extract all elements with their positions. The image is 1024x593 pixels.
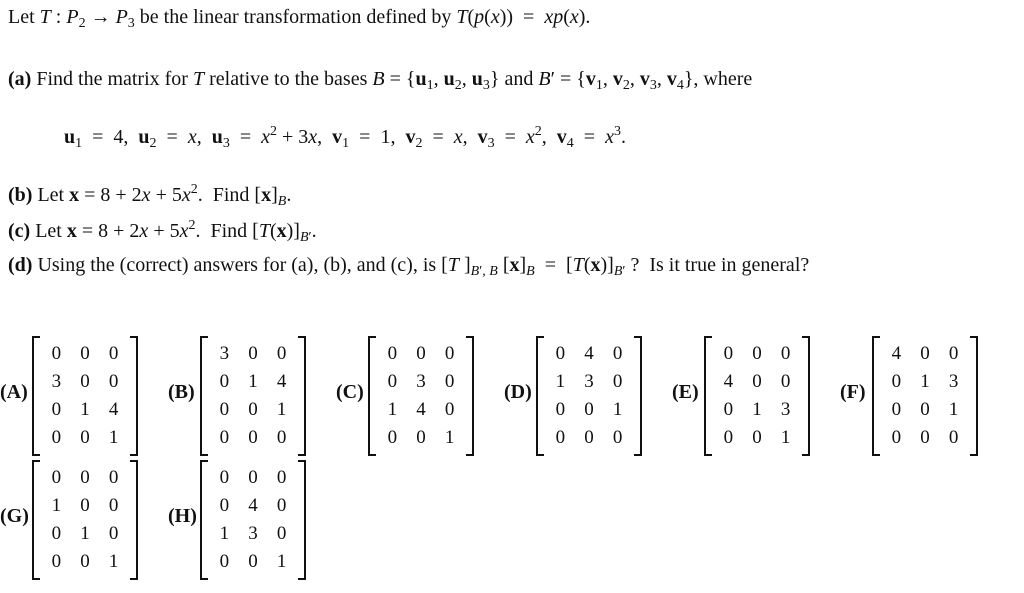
matrix-cell: 0 xyxy=(108,467,119,488)
part-d-question: (d) Using the (correct) answers for (a), (b), and (c), is [T ]$_{B', B}$ $[x]_B = [T(x)]_{B'}$ ? Is it true in general? xyxy=(8,254,810,279)
matrix-cell: 0 xyxy=(780,371,791,392)
matrix-cell: 0 xyxy=(51,427,62,448)
matrix-cell: 0 xyxy=(612,371,623,392)
matrix-cell: 0 xyxy=(219,399,230,420)
left-bracket xyxy=(536,336,544,456)
matrix-cell: 3 xyxy=(51,371,62,392)
matrix xyxy=(200,336,306,456)
matrix-cell: 1 xyxy=(948,399,959,420)
matrix-cell: 0 xyxy=(51,399,62,420)
matrix-cell: 4 xyxy=(584,343,594,364)
matrix-cell: 0 xyxy=(80,467,90,488)
matrix-cell: 1 xyxy=(108,551,119,572)
matrix xyxy=(536,336,642,456)
matrix-cell: 1 xyxy=(108,427,119,448)
matrix-cell: 4 xyxy=(108,399,119,420)
matrix-cell: 0 xyxy=(248,427,258,448)
matrix xyxy=(704,336,810,456)
matrix-cell: 1 xyxy=(80,523,90,544)
matrix-cell: 4 xyxy=(891,343,902,364)
right-bracket xyxy=(298,460,306,580)
matrix-cell: 1 xyxy=(276,551,287,572)
matrix-cell: 0 xyxy=(108,495,119,516)
problem-statement: Let T : $P_2 \to P_3$ be the linear transformation defined by T(p(x)) = xp(x). xyxy=(8,6,591,31)
right-bracket xyxy=(130,336,138,456)
matrix-cell: 3 xyxy=(219,343,230,364)
choice-label: (D) xyxy=(504,381,532,403)
matrix-cell: 0 xyxy=(920,427,930,448)
matrix-cell: 1 xyxy=(920,371,930,392)
matrix-cell: 0 xyxy=(80,371,90,392)
right-bracket xyxy=(634,336,642,456)
matrix-cell: 0 xyxy=(891,371,902,392)
choice-h[interactable] xyxy=(168,460,318,580)
choice-label: (F) xyxy=(840,381,866,403)
choice-e[interactable] xyxy=(672,336,822,456)
matrix-cell: 0 xyxy=(219,427,230,448)
matrix-cell: 1 xyxy=(555,371,566,392)
matrix-cell: 0 xyxy=(387,427,398,448)
matrix-cell: 0 xyxy=(555,427,566,448)
choice-b[interactable] xyxy=(168,336,318,456)
matrix-entries xyxy=(378,340,464,452)
matrix-cell: 1 xyxy=(51,495,62,516)
matrix-cell: 0 xyxy=(444,371,455,392)
matrix-cell: 0 xyxy=(51,343,62,364)
matrix-cell: 0 xyxy=(248,399,258,420)
matrix-cell: 0 xyxy=(108,371,119,392)
matrix-cell: 3 xyxy=(948,371,959,392)
matrix-cell: 0 xyxy=(51,551,62,572)
matrix-cell: 0 xyxy=(416,427,426,448)
matrix-cell: 0 xyxy=(723,427,734,448)
choice-label: (B) xyxy=(168,381,195,403)
matrix-cell: 0 xyxy=(752,371,762,392)
matrix-entries xyxy=(714,340,800,452)
matrix-cell: 0 xyxy=(444,399,455,420)
choice-label: (C) xyxy=(336,381,364,403)
matrix-entries xyxy=(210,340,296,452)
matrix-cell: 0 xyxy=(276,523,287,544)
matrix-cell: 0 xyxy=(920,399,930,420)
matrix-cell: 0 xyxy=(80,343,90,364)
matrix-cell: 0 xyxy=(51,467,62,488)
matrix-cell: 1 xyxy=(752,399,762,420)
matrix-cell: 0 xyxy=(891,399,902,420)
matrix-cell: 0 xyxy=(276,343,287,364)
matrix-cell: 0 xyxy=(276,467,287,488)
choice-d[interactable] xyxy=(504,336,654,456)
matrix-cell: 0 xyxy=(219,495,230,516)
matrix-cell: 0 xyxy=(752,427,762,448)
matrix-cell: 1 xyxy=(80,399,90,420)
matrix-entries xyxy=(210,464,296,576)
matrix-cell: 0 xyxy=(920,343,930,364)
right-bracket xyxy=(298,336,306,456)
matrix-cell: 0 xyxy=(612,427,623,448)
matrix-cell: 4 xyxy=(416,399,426,420)
matrix-cell: 1 xyxy=(444,427,455,448)
matrix-cell: 0 xyxy=(51,523,62,544)
matrix-entries xyxy=(42,464,128,576)
matrix-cell: 0 xyxy=(108,523,119,544)
right-bracket xyxy=(970,336,978,456)
choice-f[interactable] xyxy=(840,336,990,456)
matrix-cell: 4 xyxy=(723,371,734,392)
matrix-cell: 0 xyxy=(80,427,90,448)
matrix-cell: 4 xyxy=(276,371,287,392)
matrix-entries xyxy=(42,340,128,452)
choice-label: (H) xyxy=(168,505,197,527)
choice-label: (E) xyxy=(672,381,699,403)
matrix-cell: 0 xyxy=(276,495,287,516)
matrix-cell: 0 xyxy=(723,399,734,420)
left-bracket xyxy=(200,336,208,456)
matrix-cell: 0 xyxy=(416,343,426,364)
matrix-cell: 0 xyxy=(752,343,762,364)
matrix-cell: 3 xyxy=(248,523,258,544)
matrix-cell: 0 xyxy=(555,399,566,420)
choice-a[interactable] xyxy=(0,336,150,456)
matrix-cell: 1 xyxy=(248,371,258,392)
matrix-cell: 0 xyxy=(612,343,623,364)
matrix xyxy=(200,460,306,580)
matrix-cell: 4 xyxy=(248,495,258,516)
matrix-cell: 0 xyxy=(219,467,230,488)
matrix-cell: 3 xyxy=(416,371,426,392)
choice-g[interactable] xyxy=(0,460,150,580)
choice-c[interactable] xyxy=(336,336,486,456)
matrix-cell: 0 xyxy=(584,427,594,448)
matrix xyxy=(32,460,138,580)
matrix-entries xyxy=(546,340,632,452)
matrix-cell: 0 xyxy=(948,427,959,448)
right-bracket xyxy=(130,460,138,580)
matrix-cell: 0 xyxy=(387,371,398,392)
matrix-cell: 0 xyxy=(444,343,455,364)
matrix-cell: 0 xyxy=(891,427,902,448)
matrix-cell: 0 xyxy=(219,551,230,572)
matrix-cell: 1 xyxy=(612,399,623,420)
matrix-cell: 0 xyxy=(555,343,566,364)
matrix-cell: 0 xyxy=(723,343,734,364)
matrix-cell: 0 xyxy=(584,399,594,420)
matrix-entries xyxy=(882,340,968,452)
matrix-cell: 1 xyxy=(276,399,287,420)
left-bracket xyxy=(200,460,208,580)
matrix-cell: 0 xyxy=(276,427,287,448)
left-bracket xyxy=(704,336,712,456)
matrix xyxy=(32,336,138,456)
right-bracket xyxy=(466,336,474,456)
matrix-cell: 1 xyxy=(780,427,791,448)
left-bracket xyxy=(368,336,376,456)
matrix-cell: 0 xyxy=(780,343,791,364)
matrix-cell: 0 xyxy=(80,551,90,572)
left-bracket xyxy=(32,460,40,580)
matrix xyxy=(872,336,978,456)
right-bracket xyxy=(802,336,810,456)
matrix-cell: 3 xyxy=(780,399,791,420)
matrix-cell: 0 xyxy=(80,495,90,516)
left-bracket xyxy=(32,336,40,456)
matrix-cell: 0 xyxy=(948,343,959,364)
part-a-question: (a) Find the matrix for T relative to the bases $B = \{u_1$, $u_2$, $u_3$} and $B' = \{v_1$, $v_2$, $v_3$, $v_4$}, where xyxy=(8,68,753,93)
matrix-cell: 0 xyxy=(248,467,258,488)
matrix-cell: 1 xyxy=(387,399,398,420)
matrix-cell: 0 xyxy=(248,343,258,364)
choice-label: (G) xyxy=(0,505,29,527)
part-b-question: (b) Let $x = 8 + 2x + 5x^2$. Find $[x]_B$. xyxy=(8,182,292,209)
matrix-cell: 0 xyxy=(387,343,398,364)
left-bracket xyxy=(872,336,880,456)
choice-label: (A) xyxy=(0,381,28,403)
matrix-cell: 0 xyxy=(108,343,119,364)
matrix xyxy=(368,336,474,456)
matrix-cell: 0 xyxy=(248,551,258,572)
matrix-cell: 0 xyxy=(219,371,230,392)
part-a-definitions: $u_1 = 4$, $u_2 = x$, $u_3 = x^2 + 3x$, $v_1 = 1$, $v_2 = x$, $v_3 = x^2$, $v_4 = x^3$. xyxy=(64,124,626,151)
matrix-cell: 3 xyxy=(584,371,594,392)
part-c-question: (c) Let $x = 8 + 2x + 5x^2$. Find $[T(x)]_{B'}$. xyxy=(8,218,317,245)
matrix-cell: 1 xyxy=(219,523,230,544)
